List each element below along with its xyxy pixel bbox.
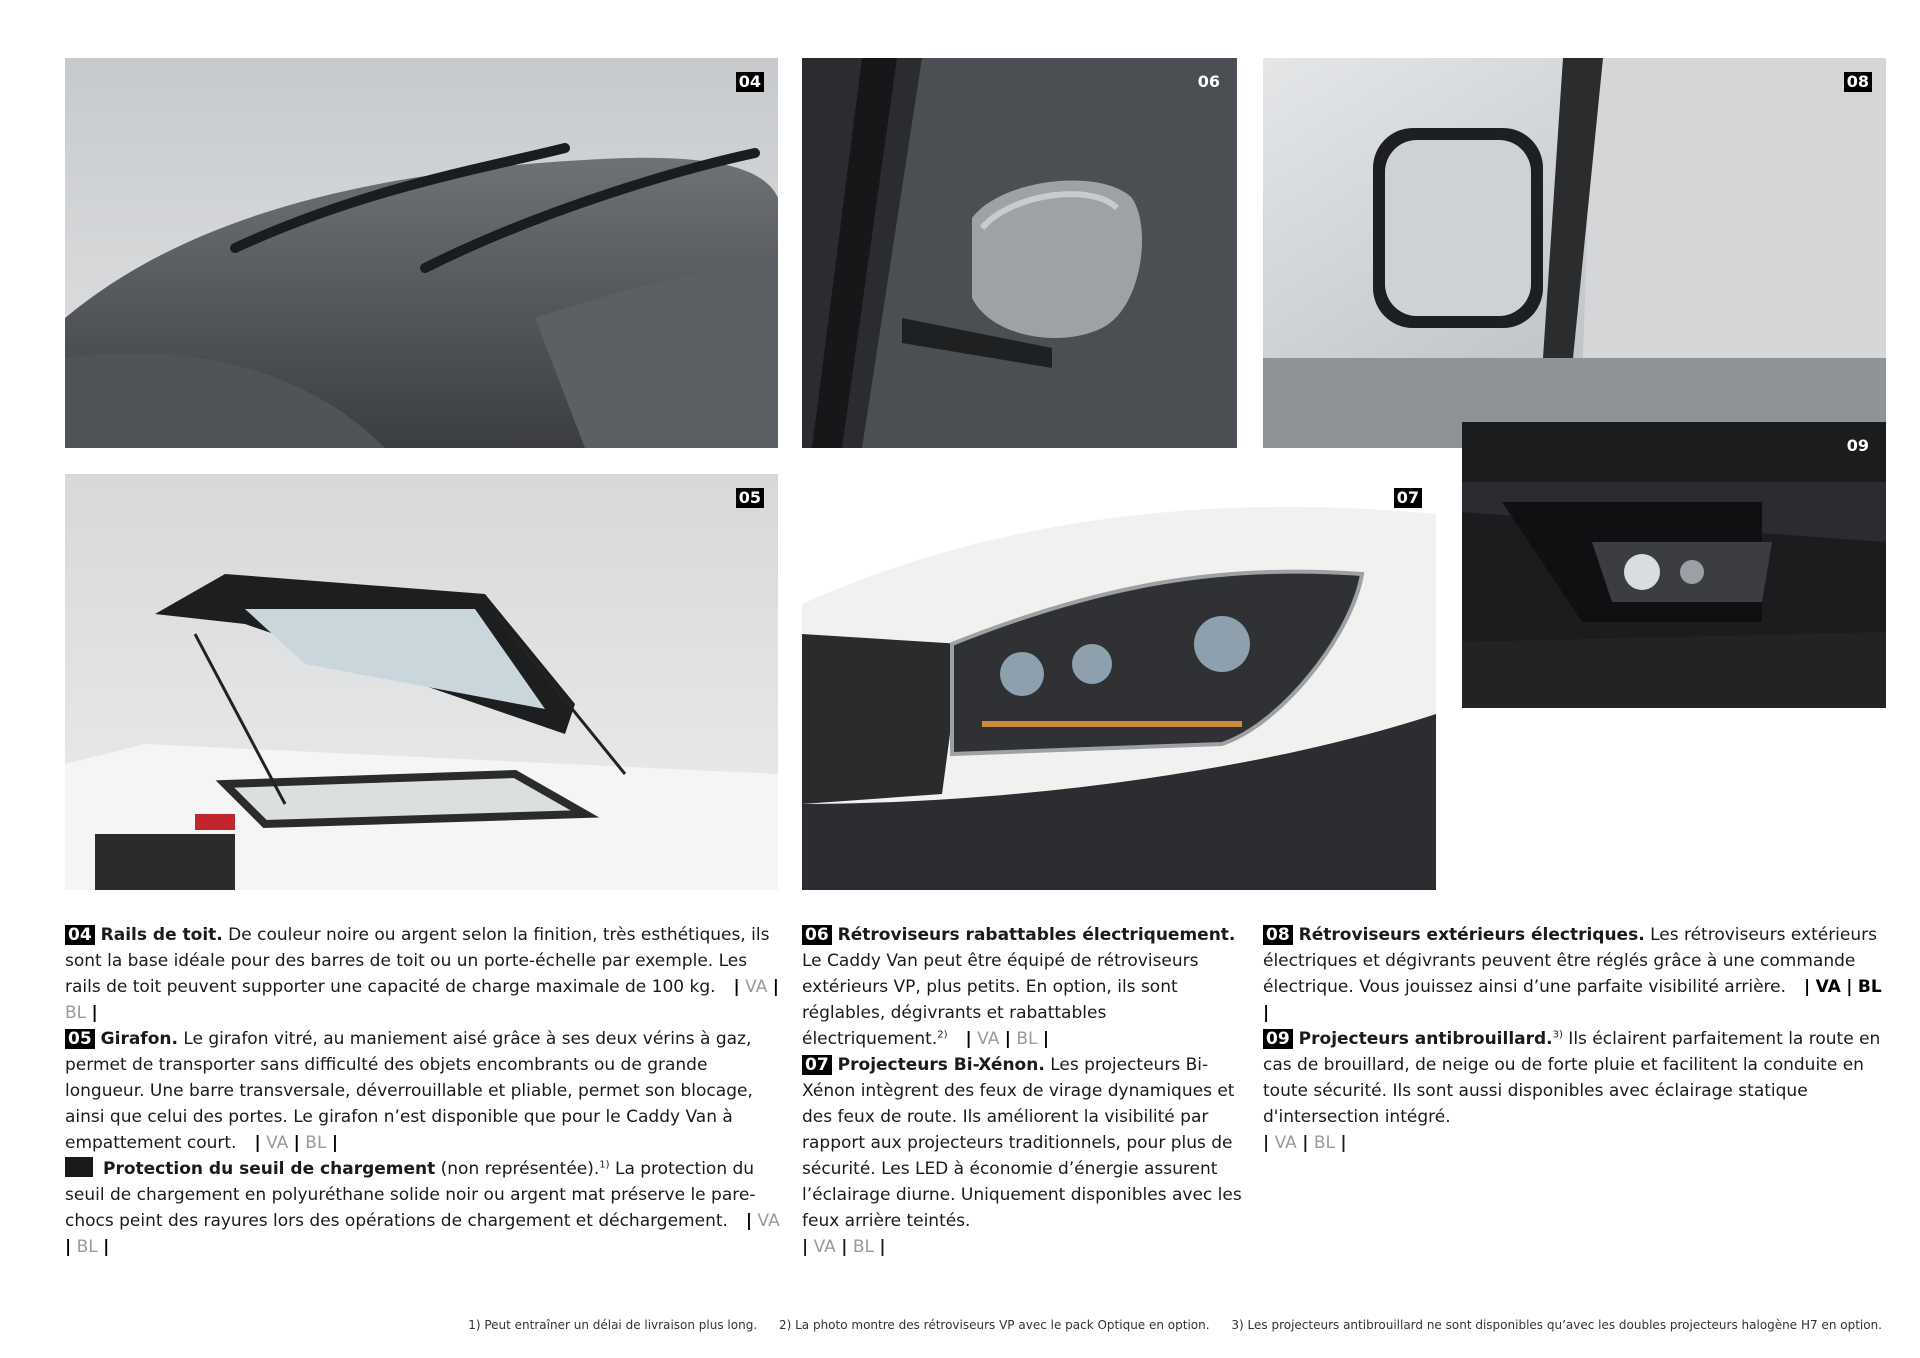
roof-rails-illustration — [65, 58, 778, 448]
footnote-3: 3) Les projecteurs antibrouillard ne sont disponibles qu’avec les doubles projecteurs halogène H7 en option. — [1231, 1318, 1882, 1332]
fog-light-illustration — [1462, 422, 1886, 708]
item-title: Girafon. — [100, 1029, 178, 1049]
availability-va: VA — [1274, 1133, 1297, 1153]
item-number: 04 — [65, 925, 95, 945]
photo-girafon — [65, 474, 778, 890]
availability: | VA | BL | — [65, 977, 779, 1023]
item-text: Les projecteurs Bi-Xénon intègrent des feux de virage dynamiques et des feux de route. Ils améliorent la visibilité par rapport aux projecteurs traditionnels, pour plus de sécurité. Les LED à économie d’énergie assurent l’éclairage diurne. Uniquement disponibles avec les feux arrière teintés. — [802, 1055, 1242, 1231]
item-number: 08 — [1263, 925, 1293, 945]
availability-line: | VA | BL | — [802, 1237, 886, 1257]
girafon-illustration — [65, 474, 778, 890]
photo-bixenon-headlamps — [802, 474, 1436, 890]
paragraph-bixenon — [802, 1052, 1242, 1234]
item-number: 07 — [802, 1055, 832, 1075]
photo-tag: 06 — [1197, 72, 1220, 91]
paragraph-fog-lights — [1263, 1026, 1888, 1130]
availability-va: VA — [266, 1133, 289, 1153]
photo-tag: 04 — [736, 72, 764, 92]
item-text: (non représentée). — [435, 1159, 600, 1179]
footnote-2: 2) La photo montre des rétroviseurs VP avec le pack Optique en option. — [778, 1318, 1210, 1332]
item-text: Ils éclairent parfaitement la route en cas de brouillard, de neige ou de forte pluie et facilitent la conduite en toute sécurité. Ils sont aussi disponibles avec éclairage statique d'intersection intégré. — [1263, 1029, 1881, 1127]
availability-bl: BL — [1313, 1133, 1335, 1153]
photo-roof-rails — [65, 58, 778, 448]
item-title: Protection du seuil de chargement — [103, 1159, 436, 1179]
item-text: Le girafon vitré, au maniement aisé grâce à ses deux vérins à gaz, permet de transporter sans difficulté des objets encombrants ou de grande longueur. Une barre transversale, déverrouillable et pliable, permet son blocage, ainsi que celui des portes. Le girafon n’est disponible que pour le Caddy Van à empattement court. — [65, 1029, 753, 1153]
availability-va: VA — [757, 1211, 780, 1231]
item-title: Rétroviseurs rabattables électriquement. — [837, 925, 1236, 945]
availability: | VA | BL | — [1263, 977, 1882, 1023]
item-text: Les rétroviseurs extérieurs électriques et dégivrants peuvent être réglés grâce à une commande électrique. Vous jouissez ainsi d’une parfaite visibilité arrière. — [1263, 925, 1877, 997]
footnote-ref: 3) — [1552, 1029, 1563, 1041]
text-column-3 — [1263, 922, 1888, 1156]
photo-tag: 09 — [1846, 436, 1869, 455]
item-title: Projecteurs antibrouillard. — [1298, 1029, 1553, 1049]
availability-bl: BL — [305, 1133, 327, 1153]
paragraph-girafon — [65, 1026, 780, 1156]
item-title: Rails de toit. — [100, 925, 223, 945]
photo-tag: 08 — [1844, 72, 1872, 92]
availability: | VA | BL | — [65, 1211, 780, 1257]
paragraph-electric-mirrors — [1263, 922, 1888, 1026]
availability: | VA | BL | — [254, 1133, 339, 1153]
photo-fog-lights — [1462, 422, 1886, 708]
paragraph-load-sill-protection — [65, 1156, 780, 1260]
availability-va: VA — [977, 1029, 1000, 1049]
item-title: Rétroviseurs extérieurs électriques. — [1298, 925, 1645, 945]
availability-bl: BL — [65, 1003, 87, 1023]
item-number: 06 — [802, 925, 832, 945]
headlamp-illustration — [802, 474, 1436, 890]
item-text: Le Caddy Van peut être équipé de rétroviseurs extérieurs VP, plus petits. En option, ils sont réglables, dégivrants et rabattables électriquement. — [802, 951, 1199, 1049]
text-column-2 — [802, 922, 1242, 1260]
availability-bl: BL — [1857, 977, 1882, 997]
availability-bl: BL — [852, 1237, 874, 1257]
footnote-1: 1) Peut entraîner un délai de livraison plus long. — [468, 1318, 758, 1332]
availability: | VA | BL | — [965, 1029, 1050, 1049]
photo-electric-mirror — [1263, 58, 1886, 448]
availability-bl: BL — [1016, 1029, 1038, 1049]
folding-mirror-illustration — [802, 58, 1237, 448]
electric-mirror-illustration — [1263, 58, 1886, 448]
item-marker-box — [65, 1157, 93, 1177]
text-column-1 — [65, 922, 780, 1260]
availability-va: VA — [1815, 977, 1841, 997]
item-text: La protection du seuil de chargement en polyuréthane solide noir ou argent mat préserve le pare-chocs peint des rayures lors des opérations de chargement et déchargement. — [65, 1159, 756, 1231]
availability-line: | VA | BL | — [1263, 1133, 1347, 1153]
footnotes — [450, 1318, 1882, 1332]
availability-bl: BL — [76, 1237, 98, 1257]
footnote-ref: 2) — [937, 1029, 948, 1041]
availability-va: VA — [813, 1237, 836, 1257]
item-number: 05 — [65, 1029, 95, 1049]
photo-tag: 07 — [1394, 488, 1422, 508]
footnote-ref: 1) — [599, 1159, 610, 1171]
paragraph-folding-mirrors — [802, 922, 1242, 1052]
availability-va: VA — [745, 977, 768, 997]
photo-folding-mirror — [802, 58, 1237, 448]
item-text: De couleur noire ou argent selon la finition, très esthétiques, ils sont la base idéale pour des barres de toit ou un porte-échelle par exemple. Les rails de toit peuvent supporter une capacité de charge maximale de 100 kg. — [65, 925, 770, 997]
photo-tag: 05 — [736, 488, 764, 508]
item-title: Projecteurs Bi-Xénon. — [837, 1055, 1045, 1075]
paragraph-roof-rails — [65, 922, 780, 1026]
item-number: 09 — [1263, 1029, 1293, 1049]
